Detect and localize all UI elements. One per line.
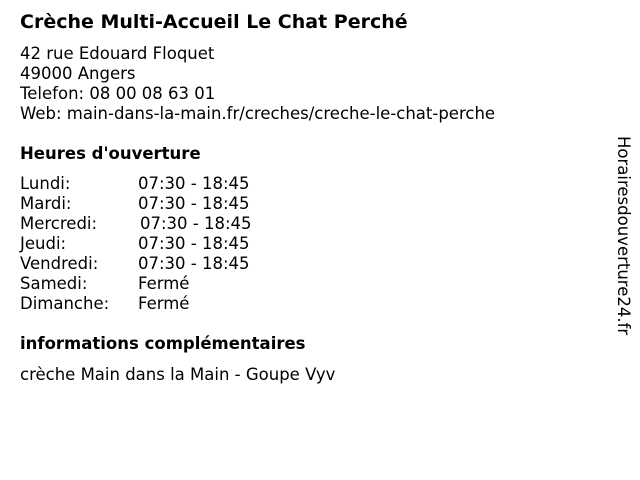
watermark-text: Horairesdouverture24.fr	[614, 136, 633, 336]
hours-time: Fermé	[138, 294, 190, 313]
hours-time: 07:30 - 18:45	[138, 174, 250, 193]
hours-day: Vendredi:	[20, 254, 99, 273]
business-name: Crèche Multi-Accueil Le Chat Perché	[20, 11, 408, 33]
listing-page	[20, 0, 600, 480]
phone-number: Telefon: 08 00 08 63 01	[20, 84, 216, 103]
hours-day: Mercredi:	[20, 214, 98, 233]
hours-time: 07:30 - 18:45	[140, 214, 252, 233]
street-address: 42 rue Edouard Floquet	[20, 44, 215, 63]
hours-day: Mardi:	[20, 194, 72, 213]
postal-city: 49000 Angers	[20, 64, 136, 83]
hours-heading: Heures d'ouverture	[20, 144, 201, 163]
hours-time: 07:30 - 18:45	[138, 234, 250, 253]
hours-day: Samedi:	[20, 274, 88, 293]
hours-time: 07:30 - 18:45	[138, 254, 250, 273]
hours-day: Lundi:	[20, 174, 71, 193]
site-watermark	[612, 136, 634, 346]
hours-day: Jeudi:	[20, 234, 67, 253]
hours-time: 07:30 - 18:45	[138, 194, 250, 213]
address-block	[20, 44, 495, 124]
hours-time: Fermé	[138, 274, 190, 293]
hours-day: Dimanche:	[20, 294, 110, 313]
website-link[interactable]: Web: main-dans-la-main.fr/creches/creche-le-chat-perche	[20, 104, 496, 123]
info-text: crèche Main dans la Main - Goupe Vyv	[20, 365, 336, 384]
info-heading: informations complémentaires	[20, 334, 306, 353]
